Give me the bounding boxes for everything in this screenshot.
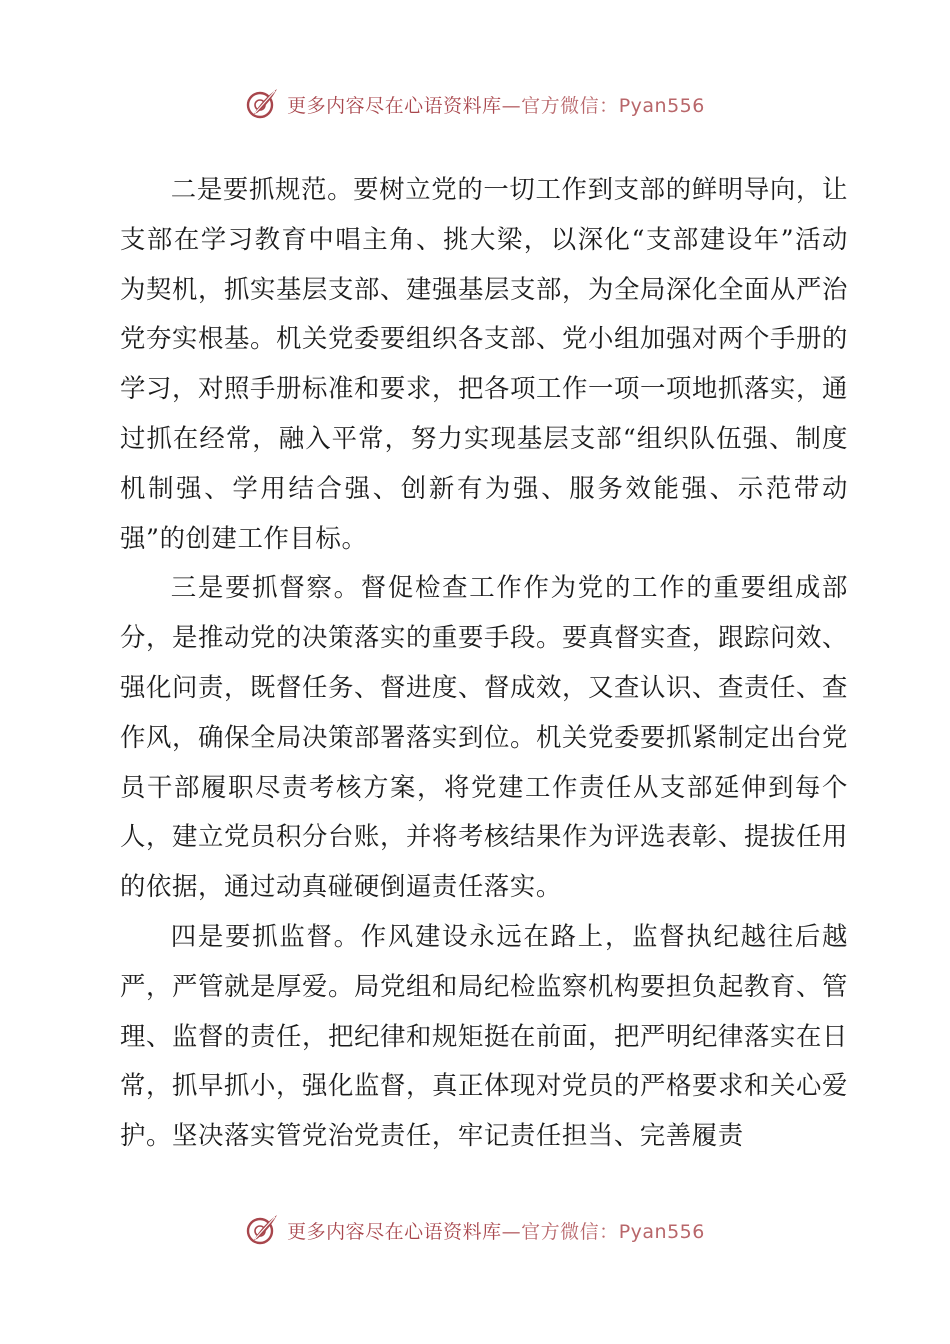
header-banner-text xyxy=(287,91,705,118)
footer-brand: 更多内容尽在心语资料库 xyxy=(287,1220,502,1243)
paragraph-standardize: 二是要抓规范。要树立党的一切工作到支部的鲜明导向，让支部在学习教育中唱主角、挑大梁，以深化“支部建设年”活动为契机，抓实基层支部、建强基层支部，为全局深化全面从严治党夯实根基。机关党委要组织各支部、党小组加强对两个手册的学习，对照手册标准和要求，把各项工作一项一项地抓落实，通过抓在经常，融入平常，努力实现基层支部“组织队伍强、制度机制强、学用结合强、创新有为强、服务效能强、示范带动强”的创建工作目标。 xyxy=(120,174,848,553)
header-separator: — xyxy=(501,94,522,117)
quill-logo-icon xyxy=(245,1213,279,1247)
footer-official-label: 官方微信： xyxy=(521,1220,619,1243)
header-brand: 更多内容尽在心语资料库 xyxy=(287,94,502,117)
paragraph-supervise-inspect: 三是要抓督察。督促检查工作作为党的工作的重要组成部分，是推动党的决策落实的重要手段。要真督实查，跟踪问效、强化问责，既督任务、督进度、督成效，又查认识、查责任、查作风，确保全局决策部署落实到位。机关党委要抓紧制定出台党员干部履职尽责考核方案，将党建工作责任从支部延伸到每个人，建立党员积分台账，并将考核结果作为评选表彰、提拔任用的依据，通过动真碰硬倒逼责任落实。 xyxy=(120,572,848,902)
quill-logo-icon xyxy=(245,87,279,121)
footer-wechat-id: Pyan556 xyxy=(618,1220,705,1243)
footer-banner-text xyxy=(287,1217,705,1244)
paragraph-supervision: 四是要抓监督。作风建设永远在路上，监督执纪越往后越严，严管就是厚爱。局党组和局纪检监察机构要担负起教育、管理、监督的责任，把纪律和规矩挺在前面，把严明纪律落实在日常，抓早抓小，强化监督，真正体现对党员的严格要求和关心爱护。坚决落实管党治党责任，牢记责任担当、完善履责 xyxy=(120,920,848,1151)
header-wechat-id: Pyan556 xyxy=(618,94,705,117)
header-official-label: 官方微信： xyxy=(521,94,619,117)
footer-separator: — xyxy=(501,1220,522,1243)
document-body xyxy=(120,165,848,1161)
footer-banner xyxy=(0,1210,950,1250)
header-banner xyxy=(0,84,950,124)
